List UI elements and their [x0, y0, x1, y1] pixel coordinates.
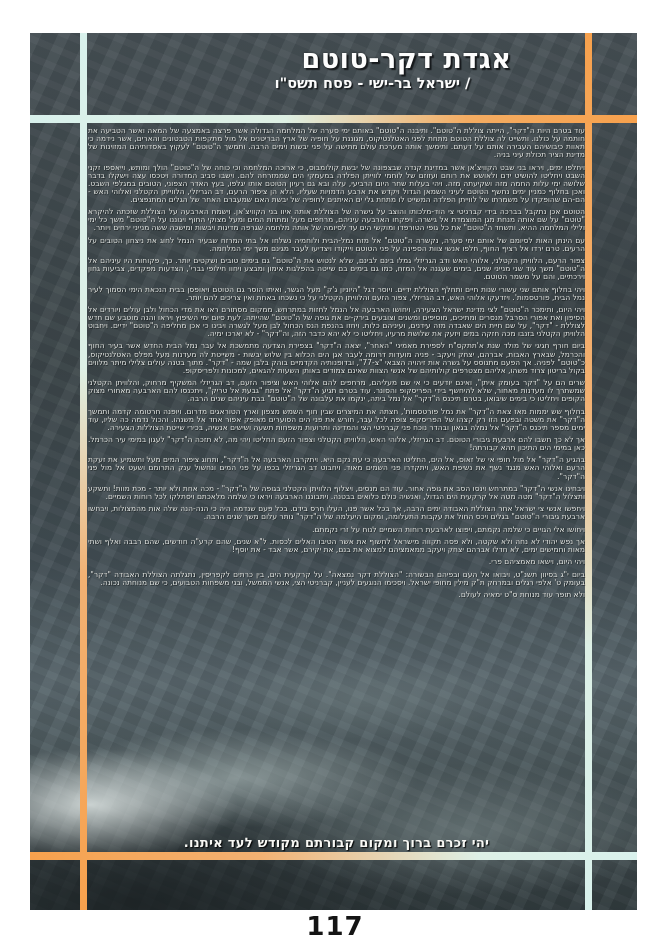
memorial-line: יהי זכרם ברוך ומקום קבורתם מקודש לעד איתנו. [183, 836, 490, 851]
article-paragraph: בהגיע ה"דקר" אל מול חופי אי של זאוס, אל הים, החליטו הארבעה כי עת נקם היא. ויתקרבו הארבעה אל ה"דקר", ותחוג ציפור המים מעל ותשמיע את זעקת הרעם ואלוהי האש מנגד נשף את נשיפת האש, ויתקדרו פני השמים מאוד. ויחבוט דב הגריזלי בכפו על פני המים ונחשול ענק התרומם ושעט אל מול פני ה"דקר". [88, 455, 585, 481]
article-paragraph: אך לא כך חשבו להם ארבעת גיבורי הטוטם. דב הגריזלי, אלוהי האש, הלוויתן הקטלני וצפור הזעם החליטו ויהי מה, לא תזכה ה"דקר" לעגון במימי עיר הכרמל. כאן במימי הים התיכון תהא קבורתה! [88, 434, 585, 453]
sea-photo-background [30, 33, 637, 910]
article-paragraph: ביום י"ג בסיוון תשנ"ט, ויבואו אל העם ובפיהם הבשורה: "הצוללת דקר נמצאה". על קרקעית הים, בין כרתים לקפריסין, נתגלתה הצוללת האבודה "דקר", בעומק ט' אלפי רגלים ובמרחק ת"ק מילין מחופי ישראל. ויסכימו הנוגעים לעניין, קברניטי הצי, אנשי הממשל, ובני משפחות הטבועים, כי שם מנוחתה נכונה. [88, 569, 585, 587]
frame-line-vertical-right [585, 33, 592, 910]
article-paragraph: צפור הרעם, הלוויתן הקטלני, אלוהי האש ודב הגריזלי גמלו בינם לבינם, שלא לנטוש את ה"טוטם" גם בימים טובים ושקטים יותר. כך, פקוחות היו עיניהם אל ה"טוטם" משך עוד שני מנייני שנים, בימים שעגנה אל המזח, כמו גם בימים בם שייטה בהפלגות אימון ומבצע ויחוו חילופי גברי', הצדעות מפקדים, צביעות גחון וירכתיים, והם על משמר הטוטם. [88, 256, 585, 282]
article-paragraph: שרים הם על "דקר בעומק איתן", ואינם יודעים כי אי שם מעליהם, מרחפים להם אלוהי האש וציפור הזעם, דב הגריזלי המשקיף מרחוק, והלוויתן הקטלני שמשתרך לו מעדנות מאחור, שלא להיחשף בידי הפריסקופ והסונר. עוד בטרם תגיע ה"דקר" אל פתח "גבעת אל טריק", ויתכנסו להם הארבעה מאחורי מצוק הקופים ויחליטו כי בימים שיבואו, בטרם תיכנס ה"דקר" אל נמל ביתה, ינקמו את עלבונה של ה"טוטם" בבת עיניהם שנים הרבה. [88, 378, 585, 404]
article-paragraph: עוד בטרם היות ה"דקר", הייתה צוללת ה"טוטם". ותיבנה ה"טוטם" באותם ימי סערה של המלחמה הגדולה אשר פרצה באמצעה של המאה ואשר הטביעה את חותמה על כולנו. ותשייט לה צוללת הטוטם מתחת לפני האטלנטיקוס, מגוננת על חופיה של ארץ הבריטנים אל מול מתקפות הטבטונים והארים, אשר נידמה כי תאוות כיבושיהם העבירה אותם על דעתם. ותימשך אותה מערכת עולם מתישה על פני יבשות וימים הרבה. ותמשך ה"טוטם" לעקוץ באסדותיהם המזוינות של מדינת הציר תכולת עיני בניה. [88, 126, 585, 160]
article-paragraph: הטוטם אכן נתקבל בברכה בידי קברניטי צי הוד-מלכותו והוצב על גישרה של הצוללת אותה איוו בני הקוויצ'אן. וישמח הארבעה על הצוללת שזכתה להיקרא "טוטם" על שם אותה מנחת מגן המוצמדת אל גישרה. ויפקחו הארבעה עיניהם, מרחפים מעל ומתחת המים ומעל מצוקי החוף ויגוננו על ה"טוטם" משך כל ימי ולילי המלחמה ההיא. ותשחד ה"טוטם" את כל גופי הטורפדו ומוקשי הים עד לסיומה של אותה מלחמה שגרפה מדינות ויבשות ומישכה ששה מנייני ירחים ויותר. [88, 207, 585, 233]
article-paragraph: בחלוף שש יממות מאז צאת ה"דקר" את נמל פורטסמות', חצתה את המיצרים שבין חוף השמש מצפון וארץ הטוראגים מדרום. ויופנה חרטומה קדמה ותמשך ה"דקר" את משטה ובפעם הזו רק קצהו של הפריסקופ צופה לכל עבר, חורש את פני הים הסוערים מאופק אפור אחד אל משנהו. והכול נדמה כה שליו, עוד ימים מספר תיכנס ה"דקר" אל נמלה בגאון ובהדר נוכח פני קברניטי הצי והמדינה ותרועות משפחות תשעה ושישים אנשיה, בכירי שייטת הצוללות הצעירה. [88, 406, 585, 432]
article-paragraph: ויחפשו אנשי צי ישראל אחר הצוללת האבודה ימים הרבה, אך בכל אשר פנו, העלו חרס בידם. בכל פעם שנדמה היה כי הנה-הנה שלה אות מהמצולות, ויבחשו ארבעת גיבורי ה"טוטם" בגלים ויכס החול את עקבות התעלומה, ומקום היעלמה של ה"דקר" נותר עלום משך שנים הרבה. [88, 504, 585, 522]
frame-line-vertical-left [80, 33, 87, 910]
article-paragraph: ויהי היום, וישאו מאמציהם פרי. [488, 557, 585, 567]
byline: / ישראל בר-ישי - פסח תשס"ו [274, 76, 471, 92]
article-paragraph: ולא תופר עוד מנוחת ס"ט ימאיה לעולם. [458, 589, 585, 599]
frame-line-horizontal-top [30, 115, 637, 123]
article-paragraph: ויהי בחלוף אותם שני עשורי שנות חיים ותחלף הצוללת ידיים. ויוסר דגל "היוניון ג'ק" מעל הגשר, ואיתו הוסר גם הטוטם ויאופסן בבית הנכאת הימי הסמוך לעיר נמל הבית, פורטסמות'. ויזדעקו אלוהי האש, דב הגריזלי, צפור הזעם והלוויתן הקטלני על כי נשכחו באחת ואין צריכים להם יותר. [88, 284, 585, 302]
article-paragraph: ויחושו אלי הגויים כי שלמה נקמתם, ויפוצו לארבעת רוחות השמיים לנוח על זרי נקמתם. [312, 524, 585, 534]
article-paragraph: ויחלפו ימים, ויראו בני שבט הקוויצ'אן אשר במדינת קנדה שבצפונה של יבשת קולומבוס, כי ארוכה המלחמה וכי כוחה של ה"טוטם" הולך ומותש, וייאספו זקני השבט ויחליטו להושיט ידם ולאושש את רוחם ועזוזם של לוחמי לווייתן הפלדה במעמקי הים שממזרחה להם. וישבו סביב המדורה ויטכסו עצה וישקלו בדבר שלושה ימי עלות החמה מזה ושקיעתה מזה. ויהי בעלות שחר היום הרביעי, עלה ובא גם רעיון הטוטם אותו יגלפו, בעץ האדר הצפוני, הטובים במגלפי השבט. ואכן בחלוף כמניין ימים נחשף הטוטם לעיני השמאן הגדול ויקדש את ארבע הדמויות שעליו, הלא הן ציפור הרעם, דב הגריזלי, הלווייתן הקטלני ואלוהי האש - הם-הם שהופקדו על משמרתו של לווייתן הפלדה המשייט לו מתחת גלי ים האיתנים לחופיה של יבשת האם שמעברם האחר של הגלים המתנפצים. [88, 162, 585, 204]
frame-line-horizontal-bottom [30, 852, 637, 860]
article-paragraph: ויבחינו אנשי ה"דקר" במתרחש וינסו הסב את גופה אחור. עוד הם מנסים, ויצלוף הלוויתן הקטלני בגופה של ה"דקר" - מכה אחת ולא יותר - מכת מוות! ותשקע ותצלול ה"דקר" מטה מטה אל קרקעית הים הגדול, ואנשיה כולם כלואים בבטנה. ויתבוננו הארבעה ויראו כי שלמה מלאכתם ויסתלקו לכל רוחות השמיים. [88, 483, 585, 501]
article-paragraph: עם הינתן האות לסיומם של אותם ימי סערה, נקשרה ה"טוטם" אל מזח נמל-הבית ולוחמיה נשלחו אל בתי המרזח שבעיר הנמל לחוג את ניצחון הטובים על הרעים. טרם ירדו אל רציף החוף, חלפו אנשי צוות הספינה על פני הטוטם וייקודו ויצדיעו לעבר מגינם משך ימי המלחמה. [88, 235, 585, 253]
article-body [88, 127, 585, 603]
article-paragraph: ביום חורף חגיגי של מולד שנת א'תתקס"ח לספירת מאמיני "האחר", יצאה ה"דקר" בצפירת הצדעה מתמשכת אל עבר נמל הבית החדש אשר בעיר החוף והכרמל, שבארץ האבות, אברהם, יצחק ויעקב - פניה מועדות דרומה לעבר אגן הים הכלוא בין שלוש יבשות - משייטת לה מעדנות מעל מפלס האטלנטיקוס, כ"טוטם" לפניה. אך הפעם מתנוסס על גשרה אות זיהויה הצבאי "צ-77", ובדופנותיה הקדמיים בוהק בלבן שמה - "דקר". מתוך בטנה עולים צלילי מיתר מלווים בקול בריטון צרוד משהו, אליהם מצטרפים קולותיהם של אנשי הצוות שאינם צמודים באותן השעות להגאים, למכונות ולפריסקופ. [88, 341, 585, 375]
page-title: אגדת דקר-טוטם [301, 44, 512, 75]
article-paragraph: ויהי היום, ותימכר ה"טוטם" לצי מדינת ישראל הצעירה, ויחושו הארבעה אל הנמל לחזות במתרחש. ממקום מסתורם ראו את מדי הכחול ולבן עולים ויורדים אל הסיפון ואת אפורי הסרבל מנסרים ומתיכים, מוסיפים ומשנים וצובעים בירק-ים את גופה של ה"טוטם" שהייתה. לעת סיום ימי השיפוץ ויראו והנה מוטבע שם חדש לצוללת - "דקר", על שם חיית הים שאבדה מזה עידנים, ועיניהם כלות. ויחזו בהנפת הנס הכחול לבן מעל לגשרה ויבינו כי אכן מחליפה ה"טוטם" ידיים. ויחבוט הלוויתן הקטלני בזנבו מכה חזקה במים ויזעק את שלושת מרעיו, ויחליטו כי לא יהא כדבר הזה, וה"דקר" - לא יארכו ימיה. [88, 304, 585, 339]
article-paragraph: אך נפש יהודי לא נחה ולא שקטה, ולא פסה תקווה מישראל לחשוף את אשר הטיבו האלים לכסות. ל"א שנים, שהם קרע"ה חודשים, שהם רבבה ואלף ושתי מאות וחמישים ימים, לא חדלו אברהם יצחק ויעקב ממאמציהם למצוא את בנם, את יקירם, אשר אבד - את יוסף! [88, 536, 585, 554]
article-header [88, 45, 585, 93]
page-number: 117 [306, 912, 364, 942]
